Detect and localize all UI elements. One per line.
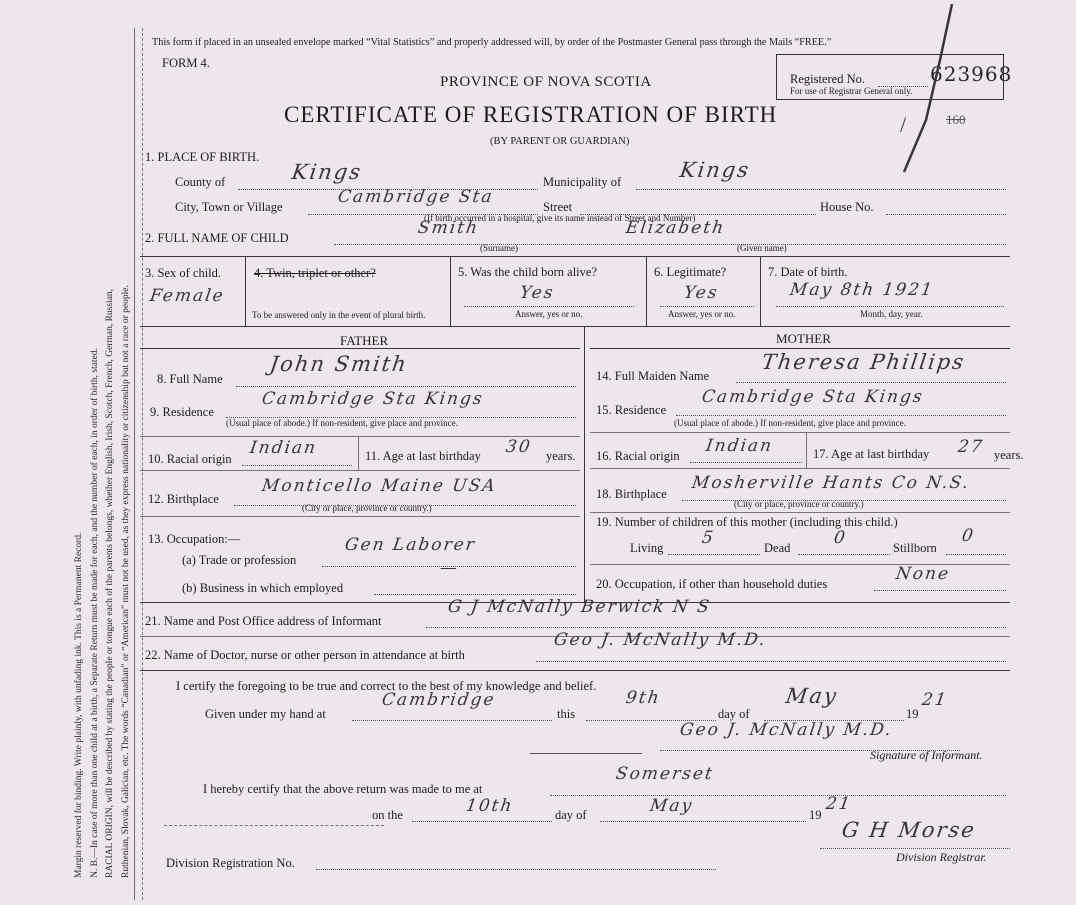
reg-year-prefix: 19 bbox=[809, 808, 822, 822]
alive-note: Answer, yes or no. bbox=[515, 309, 583, 319]
mother-name-label: 14. Full Maiden Name bbox=[596, 369, 710, 383]
corner-mark-i: / bbox=[900, 112, 907, 137]
mother-racial: Indian bbox=[704, 436, 775, 456]
margin-line-2: N. B.—In case of more than one child at a birth, a Separate Return must be made for each, and the number of each, in order of birth, stated. bbox=[89, 348, 100, 878]
date-label: 7. Date of birth. bbox=[768, 265, 848, 279]
hospital-note: (If birth occurred in a hospital, give its name instead of Street and Number) bbox=[424, 213, 696, 223]
alive-value: Yes bbox=[518, 283, 556, 303]
mother-heading: MOTHER bbox=[776, 331, 831, 346]
certificate-title: CERTIFICATE OF REGISTRATION OF BIRTH bbox=[284, 102, 778, 127]
mother-residence-label: 15. Residence bbox=[596, 403, 667, 417]
city-label: City, Town or Village bbox=[175, 200, 283, 214]
given-caption: (Given name) bbox=[737, 243, 787, 253]
doctor-label: 22. Name of Doctor, nurse or other person in attendance at birth bbox=[145, 648, 465, 662]
corner-mark: 160 bbox=[946, 112, 966, 127]
father-racial: Indian bbox=[248, 438, 319, 458]
margin-line-4: Ruthenian, Slovak, Galician, etc. The words “Canadian” or “American” must not be used, as they express nationality or citizenship but not a race or people. bbox=[120, 285, 131, 878]
doctor-value: Geo J. McNally M.D. bbox=[552, 630, 769, 650]
mother-occupation: None bbox=[894, 564, 952, 584]
father-racial-label: 10. Racial origin bbox=[148, 452, 232, 466]
mother-birthplace-label: 18. Birthplace bbox=[596, 487, 667, 501]
dead-label: Dead bbox=[764, 541, 791, 555]
mail-notice: This form if placed in an unsealed envelope marked “Vital Statistics” and properly addressed will, by order of the Postmaster General pass through the Mails “FREE.” bbox=[152, 37, 832, 48]
father-occupation-label: 13. Occupation:— bbox=[148, 532, 241, 546]
certify-text: I certify the foregoing to be true and correct to the best of my knowledge and belief. bbox=[176, 679, 597, 693]
father-name: John Smith bbox=[268, 352, 410, 376]
certificate-subtitle: (BY PARENT OR GUARDIAN) bbox=[490, 136, 630, 147]
place-of-birth-label: 1. PLACE OF BIRTH. bbox=[145, 150, 260, 164]
father-heading: FATHER bbox=[340, 333, 389, 348]
child-given-name: Elizabeth bbox=[624, 218, 727, 238]
sex-label: 3. Sex of child. bbox=[145, 266, 222, 280]
informant-value: G J McNally Berwick N S bbox=[446, 597, 713, 617]
mother-residence-note: (Usual place of abode.) If non-resident, give place and province. bbox=[674, 418, 906, 428]
children-label: 19. Number of children of this mother (including this child.) bbox=[596, 515, 898, 529]
given-month: May bbox=[784, 684, 840, 708]
given-place: Cambridge bbox=[380, 690, 497, 710]
twin-label: 4. Twin, triplet or other? bbox=[254, 266, 376, 280]
margin-notes bbox=[0, 0, 145, 905]
binding-rule bbox=[134, 28, 135, 900]
twin-note: To be answered only in the event of plural birth. bbox=[252, 310, 426, 320]
county-value: Kings bbox=[290, 160, 364, 184]
given-day: 9th bbox=[624, 688, 663, 708]
father-residence-note: (Usual place of abode.) If non-resident, give place and province. bbox=[226, 418, 458, 428]
date-note: Month, day, year. bbox=[860, 309, 923, 319]
this-label: this bbox=[557, 707, 576, 721]
mother-age-label: 17. Age at last birthday bbox=[813, 447, 930, 461]
reg-day-of-label: day of bbox=[555, 808, 587, 822]
sex-value: Female bbox=[148, 286, 227, 306]
house-label: House No. bbox=[820, 200, 874, 214]
registrar-year: 21 bbox=[824, 794, 854, 814]
living-label: Living bbox=[630, 541, 664, 555]
child-name-label: 2. FULL NAME OF CHILD bbox=[145, 231, 289, 245]
father-business: — bbox=[438, 558, 461, 578]
division-registration-label: Division Registration No. bbox=[166, 856, 295, 870]
municipality-value: Kings bbox=[678, 158, 752, 182]
informant-signature: Geo J. McNally M.D. bbox=[678, 720, 895, 740]
mother-birthplace: Mosherville Hants Co N.S. bbox=[690, 473, 972, 493]
father-name-label: 8. Full Name bbox=[157, 372, 223, 386]
informant-label: 21. Name and Post Office address of Informant bbox=[145, 614, 382, 628]
trade-label: (a) Trade or profession bbox=[182, 553, 297, 567]
registrar-place: Somerset bbox=[614, 764, 716, 784]
form-number: FORM 4. bbox=[162, 56, 210, 70]
business-label: (b) Business in which employed bbox=[182, 581, 344, 595]
street-label: Street bbox=[543, 200, 573, 214]
mother-occupation-label: 20. Occupation, if other than household duties bbox=[596, 577, 828, 591]
registrar-signature: G H Morse bbox=[840, 818, 978, 842]
margin-line-1: Margin reserved for binding. Write plainly, with unfading ink. This is a Permanent Record. bbox=[74, 532, 84, 878]
father-trade: Gen Laborer bbox=[343, 535, 478, 555]
binding-rule-dashed bbox=[142, 28, 143, 900]
year-prefix: 19 bbox=[906, 707, 919, 721]
legitimate-note: Answer, yes or no. bbox=[668, 309, 736, 319]
legitimate-value: Yes bbox=[682, 283, 720, 303]
father-birthplace-note: (City or place, province or country.) bbox=[302, 503, 432, 513]
father-residence-label: 9. Residence bbox=[150, 405, 214, 419]
legitimate-label: 6. Legitimate? bbox=[654, 265, 727, 279]
stillborn-label: Stillborn bbox=[893, 541, 937, 555]
margin-line-3: RACIAL ORIGIN, will be described by stating the people or tongue each of the parents belongs, whether English, Irish, Scotch, French, German, Russian, bbox=[105, 288, 115, 878]
registered-number: 623968 bbox=[930, 62, 1013, 86]
signature-caption: Signature of Informant. bbox=[870, 748, 983, 762]
municipality-label: Municipality of bbox=[543, 175, 622, 189]
living-value: 5 bbox=[700, 528, 717, 548]
province-title: PROVINCE OF NOVA SCOTIA bbox=[440, 74, 652, 90]
mother-racial-label: 16. Racial origin bbox=[596, 449, 680, 463]
given-year: 21 bbox=[920, 690, 950, 710]
father-age-label: 11. Age at last birthday bbox=[365, 449, 481, 463]
registrar-day: 10th bbox=[464, 796, 515, 816]
child-surname: Smith bbox=[416, 218, 481, 238]
date-value: May 8th 1921 bbox=[788, 280, 936, 300]
on-label: on the bbox=[372, 808, 403, 822]
mother-name: Theresa Phillips bbox=[760, 350, 967, 374]
registrar-use-note: For use of Registrar General only. bbox=[790, 86, 913, 96]
stillborn-value: 0 bbox=[960, 526, 977, 546]
mother-residence: Cambridge Sta Kings bbox=[700, 387, 926, 407]
surname-caption: (Surname) bbox=[480, 243, 518, 253]
registrar-caption: Division Registrar. bbox=[896, 850, 987, 864]
dead-value: 0 bbox=[832, 528, 849, 548]
mother-years: years. bbox=[994, 448, 1024, 462]
registrar-month: May bbox=[648, 796, 695, 816]
father-residence: Cambridge Sta Kings bbox=[260, 389, 486, 409]
alive-label: 5. Was the child born alive? bbox=[458, 265, 598, 279]
father-birthplace: Monticello Maine USA bbox=[260, 476, 499, 496]
mother-birthplace-note: (City or place, province or country.) bbox=[734, 499, 864, 509]
county-label: County of bbox=[175, 175, 226, 189]
mother-age: 27 bbox=[956, 437, 986, 457]
ink-stroke bbox=[890, 0, 960, 175]
father-birthplace-label: 12. Birthplace bbox=[148, 492, 219, 506]
father-age: 30 bbox=[504, 437, 534, 457]
registrar-text: I hereby certify that the above return was made to me at bbox=[203, 782, 483, 796]
day-of-label: day of bbox=[718, 707, 750, 721]
given-label: Given under my hand at bbox=[205, 707, 326, 721]
father-years: years. bbox=[546, 449, 576, 463]
registered-label: Registered No. bbox=[790, 72, 865, 86]
city-value: Cambridge Sta bbox=[336, 187, 495, 207]
